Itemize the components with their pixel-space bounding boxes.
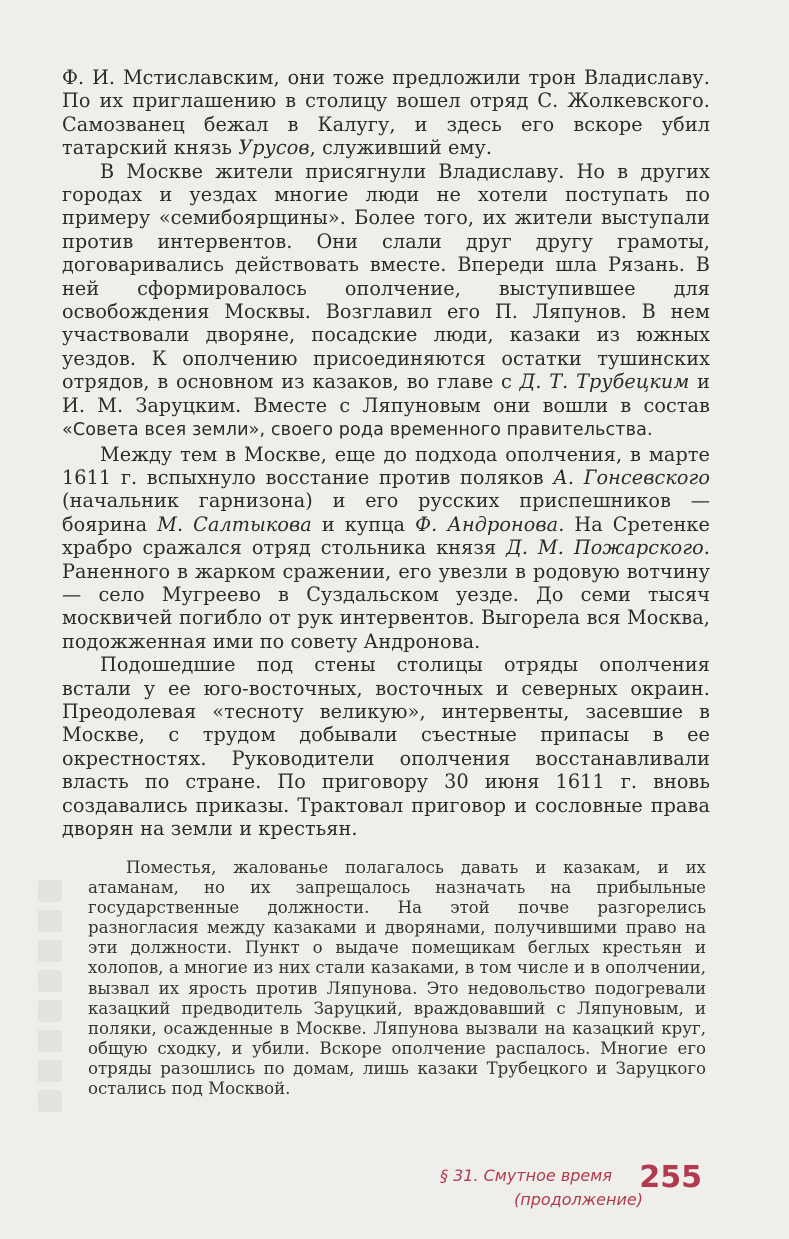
note-text: Поместья, жалованье полагалось давать и казакам, и их атаманам, но их запрещалось назначать на прибыльные государственные должности. На этой почве разгорелись разногласия между казаками и дворянами, получившими право на эти должности. Пункт о выдаче помещикам беглых крестьян и холопов, а многие из них стали казаками, в том числе и в ополчении, вызвал их ярость против Ляпунова. Это недовольство подогревали казацкий предводитель Заруцкий, враждовавший с Ляпуновым, и поляки, осажденные в Москве. Ляпунова вызвали на казацкий круг, общую сходку, и убили. Вскоре ополчение распалось. Многие его отряды разошлись по домам, лишь казаки Трубецкого и Заруцкого остались под Москвой. bbox=[88, 858, 706, 1099]
name-andronov: Ф. Андронова bbox=[415, 512, 559, 536]
name-urusov: Урусов bbox=[238, 136, 310, 160]
name-gonsevsky: А. Гонсевского bbox=[553, 465, 710, 489]
supplementary-note bbox=[88, 858, 706, 1099]
paragraph-3: Между тем в Москве, еще до подхода ополчения, в марте 1611 г. вспыхнуло восстание против поляков А. Гонсевского (начальник гарнизона) и его русских приспешников — боярина М. Салтыкова и купца Ф. Андронова. На Сретенке храбро сражался отряд стольника князя Д. М. Пожарского. Раненного в жарком сражении, его увезли в родовую вотчину — село Мугреево в Суздальском уезде. До семи тысяч москвичей погибло от рук интервентов. Выгорела вся Москва, подожженная ими по совету Андронова. bbox=[62, 442, 710, 653]
page-number: 255 bbox=[639, 1160, 702, 1195]
paragraph-2: В Москве жители присягнули Владиславу. Но в других городах и уездах многие люди не хотели поступать по примеру «семибоярщины». Более того, их жители выступали против интервентов. Они слали друг другу грамоты, договаривались действовать вместе. Впереди шла Рязань. В ней сформировалось ополчение, выступившее для освобождения Москвы. Возглавил его П. Ляпунов. В нем участвовали дворяне, посадские люди, казаки из южных уездов. К ополчению присоединяются остатки тушинских отрядов, в основном из казаков, во главе с Д. Т. Трубецким и И. М. Заруцким. Вместе с Ляпуновым они вошли в состав «Совета всея земли», своего рода временного правительства. bbox=[62, 159, 710, 441]
name-pozharsky: Д. М. Пожарского bbox=[506, 536, 704, 560]
name-saltykov: М. Салтыкова bbox=[157, 512, 312, 536]
paragraph-4: Подошедшие под стены столицы отряды ополчения встали у ее юго-восточных, восточных и северных окраин. Преодолевая «тесноту великую», интервенты, засевшие в Москве, с трудом добывали съестные припасы в ее окрестностях. Руководители ополчения восстанавливали власть по стране. По приговору 30 июня 1611 г. вновь создавались приказы. Трактовал приговор и сословные права дворян на земли и крестьян. bbox=[62, 653, 710, 840]
main-text bbox=[62, 66, 710, 840]
page-footer bbox=[440, 1160, 710, 1220]
name-trubetskoy: Д. Т. Трубецким bbox=[519, 370, 690, 394]
section-subtitle: (продолжение) bbox=[514, 1190, 643, 1209]
sovet-text: «Совета всея земли», своего рода временного правительства. bbox=[62, 420, 653, 441]
paragraph-1: Ф. И. Мстиславским, они тоже предложили трон Владиславу. По их приглашению в столицу вошел отряд С. Жолкевского. Самозванец бежал в Калугу, и здесь его вскоре убил татарский князь Урусов, служивший ему. bbox=[62, 66, 710, 160]
margin-decoration bbox=[38, 880, 66, 1140]
section-title: § 31. Смутное время bbox=[440, 1166, 612, 1185]
